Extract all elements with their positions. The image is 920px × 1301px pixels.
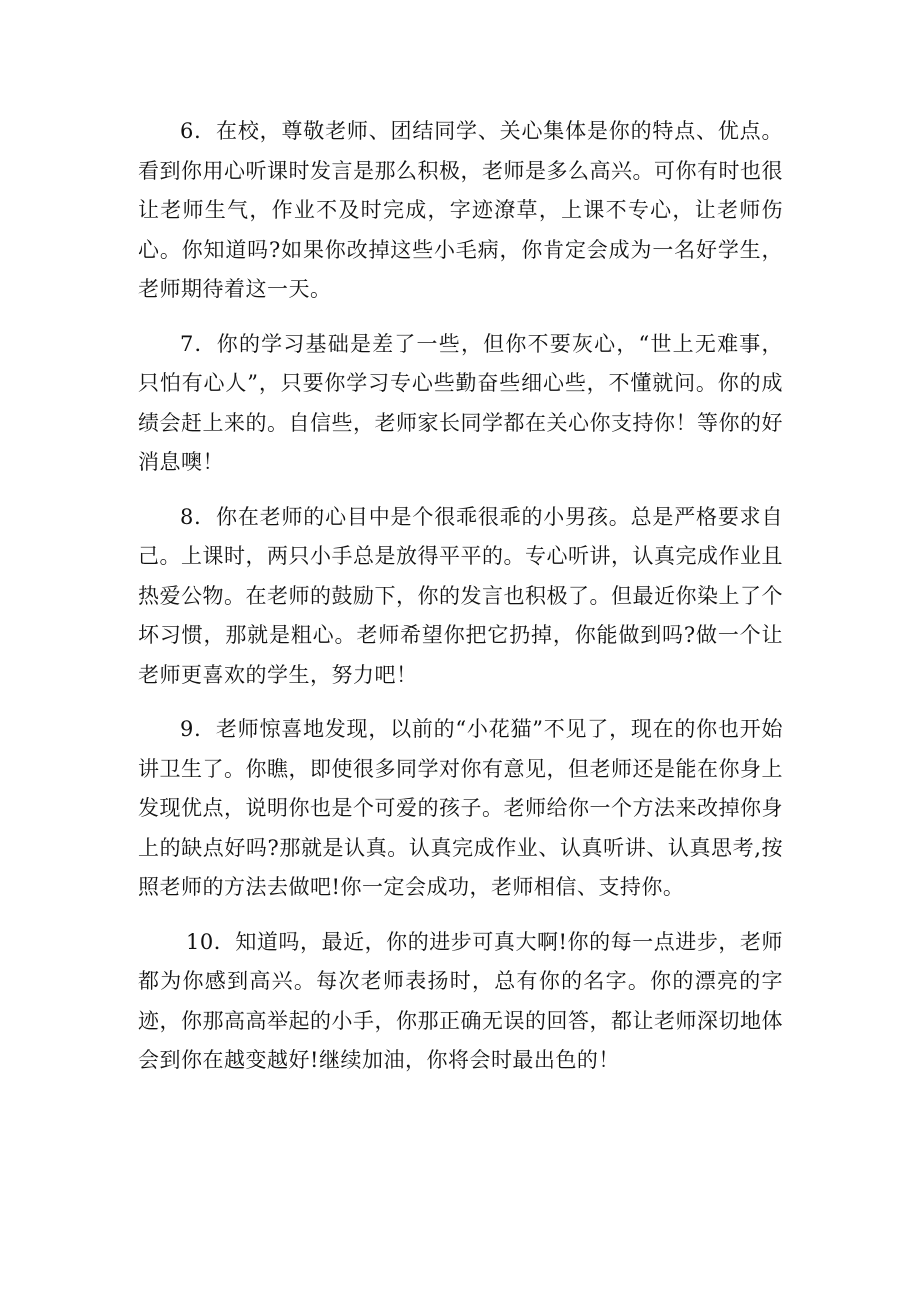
comment-paragraph-7: 7．你的学习基础是差了一些，但你不要灰心，“世上无难事，只怕有心人”，只要你学习专心些勤奋些细心些，不懂就问。你的成绩会赶上来的。自信些，老师家长同学都在关心你支持你！等你的好消息噢！ [138, 331, 783, 474]
comment-paragraph-10: 10．知道吗，最近，你的进步可真大啊!你的每一点进步，老师都为你感到高兴。每次老师表扬时，总有你的名字。你的漂亮的字迹，你那高高举起的小手，你那正确无误的回答，都让老师深切地体会到你在越变越好!继续加油，你将会时最出色的！ [138, 929, 783, 1072]
comment-paragraph-6: 6．在校，尊敬老师、团结同学、关心集体是你的特点、优点。看到你用心听课时发言是那么积极，老师是多么高兴。可你有时也很让老师生气，作业不及时完成，字迹潦草，上课不专心，让老师伤心。你知道吗?如果你改掉这些小毛病，你肯定会成为一名好学生，老师期待着这一天。 [138, 119, 783, 301]
comment-paragraph-8: 8．你在老师的心目中是个很乖很乖的小男孩。总是严格要求自己。上课时，两只小手总是放得平平的。专心听讲，认真完成作业且热爱公物。在老师的鼓励下，你的发言也积极了。但最近你染上了个坏习惯，那就是粗心。老师希望你把它扔掉，你能做到吗?做一个让老师更喜欢的学生，努力吧！ [138, 504, 783, 687]
comment-paragraph-9: 9．老师惊喜地发现，以前的“小花猫”不见了，现在的你也开始讲卫生了。你瞧，即使很多同学对你有意见，但老师还是能在你身上发现优点，说明你也是个可爱的孩子。老师给你一个方法来改掉你身上的缺点好吗?那就是认真。认真完成作业、认真听讲、认真思考,按照老师的方法去做吧!你一定会成功，老师相信、支持你。 [138, 717, 783, 899]
document-page [138, 112, 783, 1096]
